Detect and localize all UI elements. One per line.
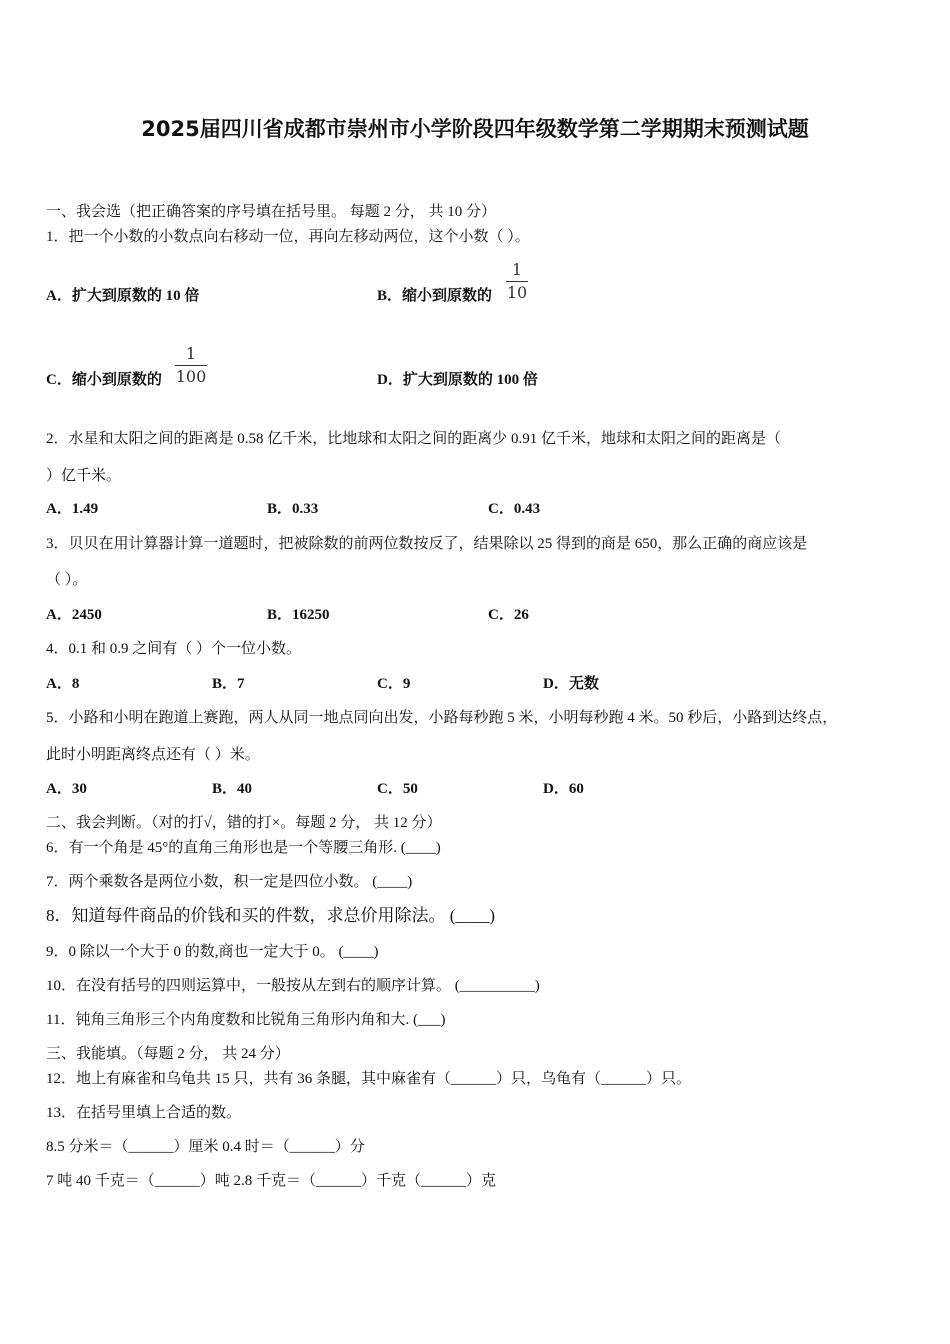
q1-option-b: B．缩小到原数的 [377, 288, 493, 304]
question-13-line-b: 7 吨 40 千克＝（______）吨 2.8 千克＝（______）千克（______）克 [46, 1173, 497, 1189]
q3-option-b: B．16250 [267, 607, 330, 623]
question-5-stem-line1: 5．小路和小明在跑道上赛跑，两人从同一地点同向出发，小路每秒跑 5 米，小明每秒跑 4 米。50 秒后，小路到达终点， [46, 710, 838, 726]
section-1-header: 一、我会选（把正确答案的序号填在括号里。 每题 2 分， 共 10 分） [46, 204, 497, 220]
q4-option-d: D．无数 [543, 676, 599, 692]
question-13: 13．在括号里填上合适的数。 [46, 1105, 242, 1121]
q2-option-b: B．0.33 [267, 501, 319, 517]
section-2-header: 二、我会判断。（对的打√，错的打×。每题 2 分， 共 12 分） [46, 815, 442, 831]
q4-option-c: C．9 [377, 676, 411, 692]
question-8: 8．知道每件商品的价钱和买的件数，求总价用除法。 (____) [46, 906, 496, 925]
question-10: 10．在没有括号的四则运算中，一般按从左到右的顺序计算。 (__________) [46, 978, 540, 994]
q1-option-b-fraction [506, 260, 528, 303]
fraction-bar [175, 365, 207, 366]
q1-option-d: D．扩大到原数的 100 倍 [377, 372, 538, 388]
question-2-stem-line2: ）亿千米。 [46, 468, 122, 484]
page-title: 2025届四川省成都市崇州市小学阶段四年级数学第二学期期末预测试题 [141, 117, 809, 141]
question-11: 11．钝角三角形三个内角度数和比锐角三角形内角和大. (___) [46, 1012, 446, 1028]
q1-option-c-fraction [175, 344, 207, 387]
q1-option-a: A．扩大到原数的 10 倍 [46, 288, 200, 304]
section-3-header: 三、我能填。（每题 2 分， 共 24 分） [46, 1046, 290, 1062]
question-5-stem-line2: 此时小明距离终点还有（ ）米。 [46, 747, 260, 763]
question-3-stem-line1: 3．贝贝在用计算器计算一道题时，把被除数的前两位数按反了，结果除以 25 得到的商是 650，那么正确的商应该是 [46, 536, 808, 552]
q1-option-c: C．缩小到原数的 [46, 372, 162, 388]
q3-option-a: A．2450 [46, 607, 102, 623]
q5-option-a: A．30 [46, 781, 87, 797]
question-12: 12．地上有麻雀和乌龟共 15 只，共有 36 条腿，其中麻雀有（______）只，乌龟有（______）只。 [46, 1071, 692, 1087]
question-9: 9．0 除以一个大于 0 的数,商也一定大于 0。 (____) [46, 944, 379, 960]
q5-option-d: D．60 [543, 781, 584, 797]
q4-option-b: B．7 [212, 676, 245, 692]
q3-option-c: C．26 [488, 607, 529, 623]
question-7: 7．两个乘数各是两位小数，积一定是四位小数。 (____) [46, 874, 413, 890]
fraction-numerator: 1 [185, 344, 197, 363]
q4-option-a: A．8 [46, 676, 80, 692]
fraction-denominator: 100 [175, 367, 207, 386]
question-13-line-a: 8.5 分米＝（______）厘米 0.4 时＝（______）分 [46, 1139, 365, 1155]
q2-option-c: C．0.43 [488, 501, 541, 517]
q5-option-c: C．50 [377, 781, 418, 797]
q2-option-a: A．1.49 [46, 501, 99, 517]
question-2-stem-line1: 2．水星和太阳之间的距离是 0.58 亿千米，比地球和太阳之间的距离少 0.91 亿千米，地球和太阳之间的距离是（ [46, 431, 782, 447]
question-1-stem: 1．把一个小数的小数点向右移动一位，再向左移动两位，这个小数（ ）。 [46, 229, 530, 245]
fraction-denominator: 10 [506, 283, 528, 302]
q5-option-b: B．40 [212, 781, 253, 797]
fraction-bar [506, 281, 528, 282]
question-6: 6．有一个角是 45°的直角三角形也是一个等腰三角形. (____) [46, 840, 441, 856]
fraction-numerator: 1 [511, 260, 523, 279]
question-4-stem: 4．0.1 和 0.9 之间有（ ）个一位小数。 [46, 641, 302, 657]
question-3-stem-line2: （ ）。 [46, 572, 88, 588]
